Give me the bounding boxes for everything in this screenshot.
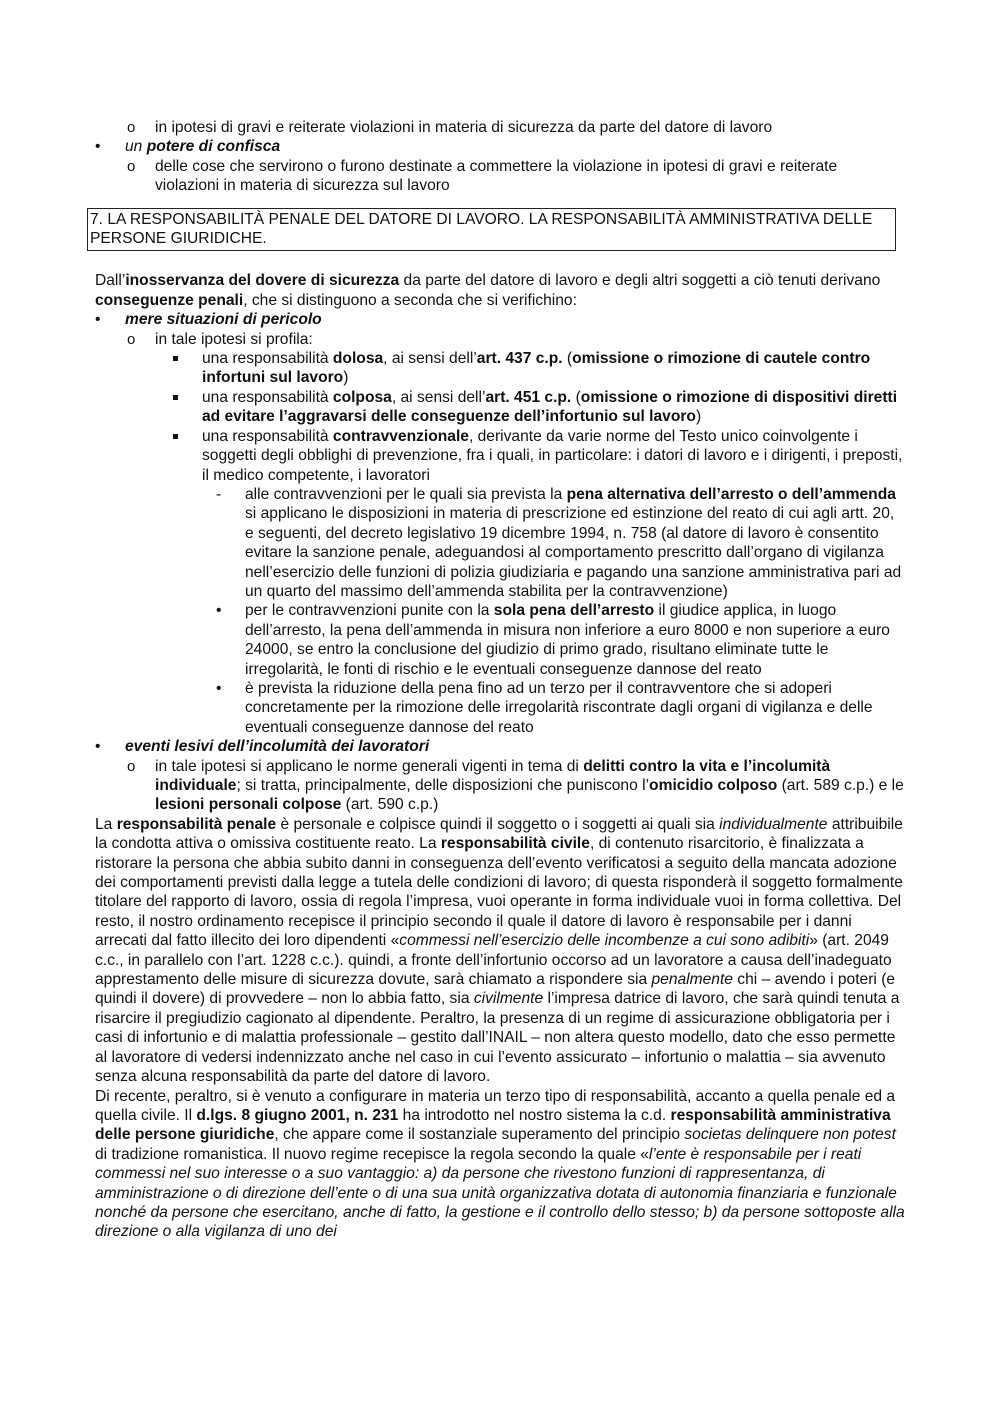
list-item <box>95 157 905 196</box>
section-title: 7. LA RESPONSABILITÀ PENALE DEL DATORE DI LAVORO. LA RESPONSABILITÀ AMMINISTRATIVA DELLE PERSONE GIURIDICHE. <box>90 210 873 248</box>
bullet-icon: • <box>216 602 222 620</box>
list-item-text: delle cose che servirono o furono destinate a commettere la violazione in ipotesi di gravi e reiterate violazioni in materia di sicurezza sul lavoro <box>155 157 838 195</box>
list-item: una responsabilità contravvenzionale, derivante da varie norme del Testo unico coinvolgente i soggetti degli obblighi di prevenzione, fra i quali, in particolare: i datori di lavoro e i dirigenti, i preposti, il medico competente, i lavoratori <box>95 427 905 485</box>
circle-bullet-icon: o <box>127 119 136 136</box>
document-page <box>90 118 905 1242</box>
bullet-icon: • <box>216 679 222 697</box>
list-item <box>95 330 905 349</box>
list-item: o in tale ipotesi si applicano le norme generali vigenti in tema di delitti contro la vita e l’incolumità individuale; si tratta, principalmente, delle disposizioni che puniscono l’omicidio colposo (art. 589 c.p.) e le lesioni personali colpose (art. 590 c.p.) <box>127 757 904 814</box>
circle-bullet-icon: o <box>127 757 136 775</box>
list-item: • è prevista la riduzione della pena fino ad un terzo per il contravventore che si adoperi concretamente per la rimozione delle irregolarità riscontrate dagli organi di vigilanza e delle eventuali conseguenze dannose del reato <box>216 679 873 736</box>
list-item <box>95 137 905 156</box>
paragraph: Dall’inosservanza del dovere di sicurezza da parte del datore di lavoro e degli altri soggetti a ciò tenuti derivano conseguenze penali, che si distinguono a seconda che si verifichino: <box>95 272 881 309</box>
list-item: una responsabilità colposa, ai sensi dell’art. 451 c.p. (omissione o rimozione di dispositivi diretti ad evitare l’aggravarsi delle conseguenze dell’infortunio sul lavoro) <box>95 388 905 427</box>
circle-bullet-icon: o <box>127 157 136 175</box>
dash-bullet-icon: - <box>216 485 222 503</box>
bullet-icon: • <box>95 738 101 756</box>
list-item: • per le contravvenzioni punite con la sola pena dell’arresto il giudice applica, in luogo dell’arresto, la pena dell’ammenda in misura non inferiore a euro 8000 e non superiore a euro 24000, se entro la conclusione del giudizio di primo grado, risultano eliminate tutte le irregolarità, le fonti di rischio e le eventuali conseguenze dannose del reato <box>216 602 890 678</box>
bullet-icon: • <box>95 311 101 329</box>
paragraph: La responsabilità penale è personale e colpisce quindi il soggetto o i soggetti ai quali sia individualmente attribuibile la condotta attiva o omissiva costituente reato. La responsabilità civile, di contenuto risarcitorio, è finalizzata a ristorare la persona che abbia subito danni in conseguenza dell’evento verificatosi a seguito della mancata adozione dei comportamenti previsti dalla legge a tutela delle condizioni di lavoro; di questa risponderà il soggetto formalmente titolare del rapporto di lavoro, ossia di regola l’impresa, vuoi operante in forma individuale vuoi in forma collettiva. Del resto, il nostro ordinamento recepisce il principio secondo il quale il datore di lavoro è responsabile per i danni arrecati dal fatto illecito dei loro dipendenti «commessi nell’esercizio delle incombenze a cui sono adibiti» (art. 2049 c.c., in parallelo con l’art. 1228 c.c.). quindi, a fronte dell’infortunio occorso ad un lavoratore a causa dell’inadeguato apprestamento delle misure di sicurezza dovute, sarà chiamato a rispondere sia penalmente chi – avendo i poteri (e quindi il dovere) di provvedere – non lo abbia fatto, sia civilmente l’impresa datrice di lavoro, che sarà quindi tenuta a risarcire il pregiudizio cagionato al dipendente. Peraltro, la presenza di un regime di assicurazione obbligatoria per i casi di infortunio e di malattia professionale – gestito dall’INAIL – non altera questo modello, dato che esso permette al lavoratore di vedersi indennizzato anche nel caso in cui l’evento assicurato – infortunio o malattia – sia avvenuto senza alcuna responsabilità da parte del datore di lavoro. <box>95 815 903 1086</box>
list-item-text: in ipotesi di gravi e reiterate violazioni in materia di sicurezza da parte del datore di lavoro <box>155 119 773 136</box>
list-item-heading: eventi lesivi dell’incolumità dei lavoratori <box>125 738 430 756</box>
square-bullet-icon <box>173 349 178 368</box>
list-item-emphasis: potere di confisca <box>146 138 281 156</box>
list-item <box>95 737 905 756</box>
section-title-box <box>87 208 896 252</box>
square-bullet-icon <box>173 388 178 407</box>
paragraph: Di recente, peraltro, si è venuto a configurare in materia un terzo tipo di responsabilità, accanto a quella penale ed a quella civile. Il d.lgs. 8 giugno 2001, n. 231 ha introdotto nel nostro sistema la c.d. responsabilità amministrativa delle persone giuridiche, che appare come il sostanziale superamento del principio societas delinquere non potest di tradizione romanistica. Il nuovo regime recepisce la regola secondo la quale «l’ente è responsabile per i reati commessi nel suo interesse o a suo vantaggio: a) da persone che rivestono funzioni di rappresentanza, di amministrazione o di direzione dell’ente o di una sua unità organizzativa dotata di autonomia finanziaria e funzionale nonché da persone che esercitano, anche di fatto, la gestione e il controllo dello stesso; b) da persone sottoposte alla direzione o alla vigilanza di uno dei <box>95 1087 905 1241</box>
list-item-text: in tale ipotesi si profila: <box>155 330 313 348</box>
bullet-icon: • <box>95 138 101 156</box>
list-item: una responsabilità dolosa, ai sensi dell’art. 437 c.p. (omissione o rimozione di cautele contro infortuni sul lavoro) <box>95 349 905 388</box>
list-item <box>95 118 905 137</box>
list-item-text: un <box>125 138 147 156</box>
square-bullet-icon <box>173 427 178 446</box>
list-item-heading: mere situazioni di pericolo <box>125 311 322 329</box>
circle-bullet-icon: o <box>127 330 136 348</box>
list-item: - alle contravvenzioni per le quali sia prevista la pena alternativa dell’arresto o dell’ammenda si applicano le disposizioni in materia di prescrizione ed estinzione del reato di cui agli artt. 20, e seguenti, del decreto legislativo 19 dicembre 1994, n. 758 (al datore di lavoro è consentito evitare la sanzione penale, adeguandosi al comportamento prescritto dall’organo di vigilanza nell’esercizio delle funzioni di polizia giudiziaria e pagando una sanzione amministrativa pari ad un quarto del massimo dell’ammenda stabilita per la contravvenzione) <box>216 485 902 600</box>
list-item <box>95 310 905 329</box>
